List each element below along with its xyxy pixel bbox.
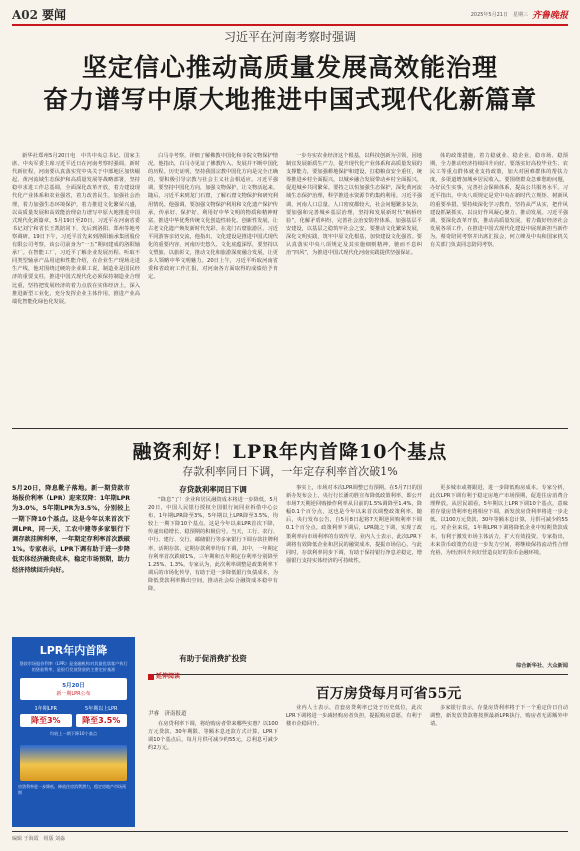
infographic-title: LPR年内首降 [39, 644, 108, 657]
story3-byline [148, 671, 208, 680]
rate-1y-label: 1年期LPR [34, 706, 57, 712]
infographic-rates [20, 705, 127, 727]
story2-column-a: “降息”了！企业和居民融资成本将进一步降低。5月20日，中国人民银行授权全国银行间同业拆借中心公布，1年期LPR降至3%，5年期以上LPR降至3.5%，均较上一期下降10个基点。这是今年以来LPR首次下降，传递出稳增长、稳预期的积极信号。当天，工行、农行、中行、建行、交行、邮储银行等多家银行下调存款挂牌利率，活期存款、定期存款利率均有下调，其中，一年期定存利率首次跌破1%，三年期和五年期定存利率分别降至1.25%、1.3%。专家认为，此次利率调整是政策利率下调后的市场化传导，有助于进一步降低银行负债成本，为降低贷款利率腾出空间，推动社会综合融资成本稳中有降。 [148, 497, 278, 593]
story2-source: 综合新华社、大众新闻 [516, 663, 568, 669]
story3-column-b: 业内人士表示，首套房贷利率已处于历史低位，此次LPR下调将进一步减轻购房者负担，提振购房意愿，有利于楼市企稳回升。 [286, 705, 422, 728]
infographic-date-note: 新一期LPR公布 [56, 691, 91, 697]
page-header [12, 4, 568, 24]
story1-kicker: 习近平在河南考察时强调 [223, 30, 356, 44]
story2-subhead-consumption: 有助于促消费扩投资 [179, 654, 247, 663]
story3-headline: 百万房贷每月可省55元 [315, 686, 462, 702]
story2-subhead-rates: 存贷款利率同日下调 [179, 485, 247, 494]
story2-headline: 融资利好！LPR年内首降10个基点 [132, 441, 448, 463]
section-number: A02 [12, 7, 39, 22]
story3-column-c: 多家银行表示，存量房贷利率将于下一个重定价日自动调整，新发放贷款将按照最新LPR执行，购房者无需额外申请。 [430, 705, 568, 728]
story1-headline-line2: 奋力谱写中原大地推进中国式现代化新篇章 [42, 85, 537, 114]
coins-illustration [20, 745, 127, 781]
header-rule [12, 24, 568, 26]
rate-1y [20, 705, 72, 727]
story1-column-3: 一步夯实农业经济这个根基，以科技创新为引领，因地制宜发展新质生产力，提升现代化产业体系和高质量发展的支撑能力，要加强耕地保护和建设，扛稳粮食安全重任，统筹推进乡村全面振兴，以城乡融合发展带动乡村全面振兴，促进城乡共同繁荣。要持之以恒加强生态保护，深化黄河流域生态保护治理，科学推进水资源节约集约利用。习近平强调，河南人口总量、人口密度都较大，社会问题繁多复杂，要加强和完善城乡基层治理，坚持和发展新时代“枫桥经验”，化解矛盾纠纷，完善社会治安防控体系，加强基层平安建设，以基层之稳筑牢社会之安。要推动文化繁荣发展，深化文明实践，筑牢中原文化根基，加快建设文化强省。要认真落实中央八项规定及其实施细则精神，驰而不息纠治“四风”，为推进中国式现代化河南实践提供坚强保证。 [286, 153, 422, 257]
infographic-date-box [20, 678, 127, 700]
rate-5y [76, 705, 128, 727]
story1-column-2: 白马寺考察，详细了解佛教中国化和寺院文物保护情况。他指出，白马寺见证了佛教传入、发展并不断中国化的历程。历史证明，坚持我国宗教中国化方向是完全正确的，要积极引导宗教与社会主义社会相适应。习近平强调，要坚持中国化方向，加强文物保护，让文物活起来。随后，习近平来到龙门石窟，了解石窟文物保护和研究利用情况。他强调，要加强文物保护利用和文化遗产保护传承，传承好、保护好、利用好中华文明的物质和精神财富，推进中华优秀传统文化创造性转化、创新性发展，让古老文化遗产焕发新时代光彩。在龙门石窟旅游区，习近平同游客亲切交流，他指出，文化建设是推进中国式现代化的重要内容，河南历史悠久、文化底蕴深厚，要坚持以文塑旅、以旅彰文，推动文化和旅游深度融合发展，让更多人领略中华文明魅力。20日上午，习近平听取河南省委和省政府工作汇报，对河南各方面取得的成绩给予肯定。 [148, 153, 278, 281]
byline-marker-icon [148, 674, 154, 680]
story3-rule [148, 674, 568, 675]
page-footer: 编辑 于海霞 组版 刘淼 [12, 836, 66, 842]
story2-subhead: 存款利率同日下调，一年定存利率首次破1% [182, 465, 398, 478]
story2-column-b: 事实上，市场对本次LPR调整已有预期。在5月7日的国新办发布会上，央行行长潘功胜宣布降低政策利率，即公开市场7天期逆回购操作利率从目前的1.5%调降至1.4%，降幅0.1个百分点，这也是今年以来首次调整政策利率。随后，央行发布公告，自5月8日起将7天期逆回购利率下调0.1个百分点。政策利率下调后，LPR随之下调，实现了政策利率向市场利率的有效传导。业内人士表示，此次LPR下调将有效降低企业和居民的融资成本，提振市场信心。与此同时，存款利率同步下调，有助于保持银行净息差稳定，增强银行支持实体经济的可持续性。 [286, 485, 422, 564]
story2-column-c: 更多城市或将跟进，进一步降低购房成本。专家分析，此次LPR下调有利于稳定房地产市场预期，促进住房消费合理释放。从居民端看，5年期以上LPR下调10个基点，意味着存量房贷利率也将相应下调，新发放房贷利率将进一步走低。以100万元贷款、30年等额本息计算，月供可减少约55元。对企业来说，1年期LPR下调将降低企业中短期贷款成本，有利于激发市场主体活力，扩大有效投资。专家指出，未来货币政策仍有进一步发力空间，将继续保持流动性合理充裕，为经济回升向好营造良好的货币金融环境。 [430, 485, 568, 556]
issue-date: 2025年5月21日 星期三 [470, 11, 528, 18]
masthead-logo: 齐鲁晚报 [531, 10, 568, 21]
infographic-date: 5月20日 [62, 683, 85, 689]
story-divider [12, 428, 568, 429]
rate-5y-value: 降至3.5% [76, 714, 128, 727]
section-name: 要闻 [42, 7, 67, 22]
footer-rule [12, 831, 568, 832]
infographic-drop-note: 均较上一期下降10个基点 [49, 731, 98, 736]
story1-column-4: 体的政策措施，着力稳就业、稳企业、稳市场、稳预期，全力推动经济持续回升向好。要落实好高校毕业生、农民工等重点群体就业支持政策，加大对困难群体的帮扶力度，多渠道增加城乡居民收入。要围绕群众急难愁盼问题，办好民生实事，完善社会保障体系，提高公共服务水平。习近平指出，中央八项规定是党中央在新时代立规矩、树新风的重要举措。要持续深化学习教育，坚持从严从实，把作风建设抓紧抓实，以良好作风凝心聚力、推动发展。习近平强调，要深化改革开放，推动高质量发展，着力做好经济社会发展各项工作，在推进中国式现代化建设中展现新担当新作为。蔡奇陪同考察并出席汇报会，何立峰及中央和国家机关有关部门负责同志陪同考察。 [430, 153, 568, 249]
story3-byline-text: 延伸阅读 [156, 673, 181, 680]
story1-column-1: 新华社郑州5月20日电 中共中央总书记、国家主席、中央军委主席习近平近日在河南考察时强调，新时代新征程，河南要认真落实党中央关于中部地区加快崛起、黄河流域生态保护和高质量发展等战略部署，坚持稳中求进工作总基调，全面深化改革开放，着力建设现代化产业体系和农业强省，着力改善民生，加强社会治理，着力加强生态环境保护，着力推进文化繁荣兴盛，以高质量发展和高效能治理奋力谱写中原大地推进中国式现代化新篇章。5月19日至20日，习近平在河南省委书记刘宁和省长王凯陪同下，先后到洛阳、郑州等地考察调研。19日下午，习近平首先来到洛阳轴承集团股份有限公司考察，该公司前身为“一五”期间建成的洛阳轴承厂。在智能工厂，习近平了解企业发展历程、听取不同类型轴承产品用途和性能介绍，在企业生产现场走进生产线，他对围绕过硬的企业职工说，制造业是国民经济的重要支柱，推进中国式现代化必须保持制造业合理比重，坚持把发展经济的着力点放在实体经济上，深入推进新型工业化，充分发挥企业主体作用，推进产业高端化智能化绿色化发展。 [12, 153, 140, 305]
lpr-infographic [12, 637, 135, 827]
story2-summary: 5月20日，降息靴子落地。新一期贷款市场报价利率（LPR）迎来双降：1年期LPR为3.0%，5年期LPR为3.5%，分别较上一期下降10个基点。这是今年以来首次下调LPR，同一天，工农中建等多家银行下调存款挂牌利率，一年期定存利率首次跌破1%。专家表示，LPR下调有助于进一步降低实体经济融资成本，稳定市场预期，助力经济持续回升向好。 [12, 485, 130, 574]
rate-1y-value: 降至3% [20, 714, 72, 727]
story1-headline-line1: 坚定信心推动高质量发展高效能治理 [81, 53, 498, 82]
infographic-subtitle: 贷款市场报价利率（LPR）是金融机构对其最优质客户执行的贷款利率，是银行发放贷款的主要定价基准 [19, 661, 128, 672]
rate-5y-label: 5年期以上LPR [85, 706, 118, 712]
section-label [12, 6, 66, 23]
infographic-footer: 房贷利率进一步降低，释放住房消费潜力，稳定房地产市场预期 [18, 784, 126, 795]
story3-author: 尹睿 济南报道 [148, 711, 187, 717]
story3-column-a: 在房贷利率下调，将给购房者带来哪些实惠？以100万元贷款、30年期限、等额本息还款方式计算，LPR下调10个基点后，每月月供可减少约55元，总利息可减少约2万元。 [148, 721, 278, 752]
